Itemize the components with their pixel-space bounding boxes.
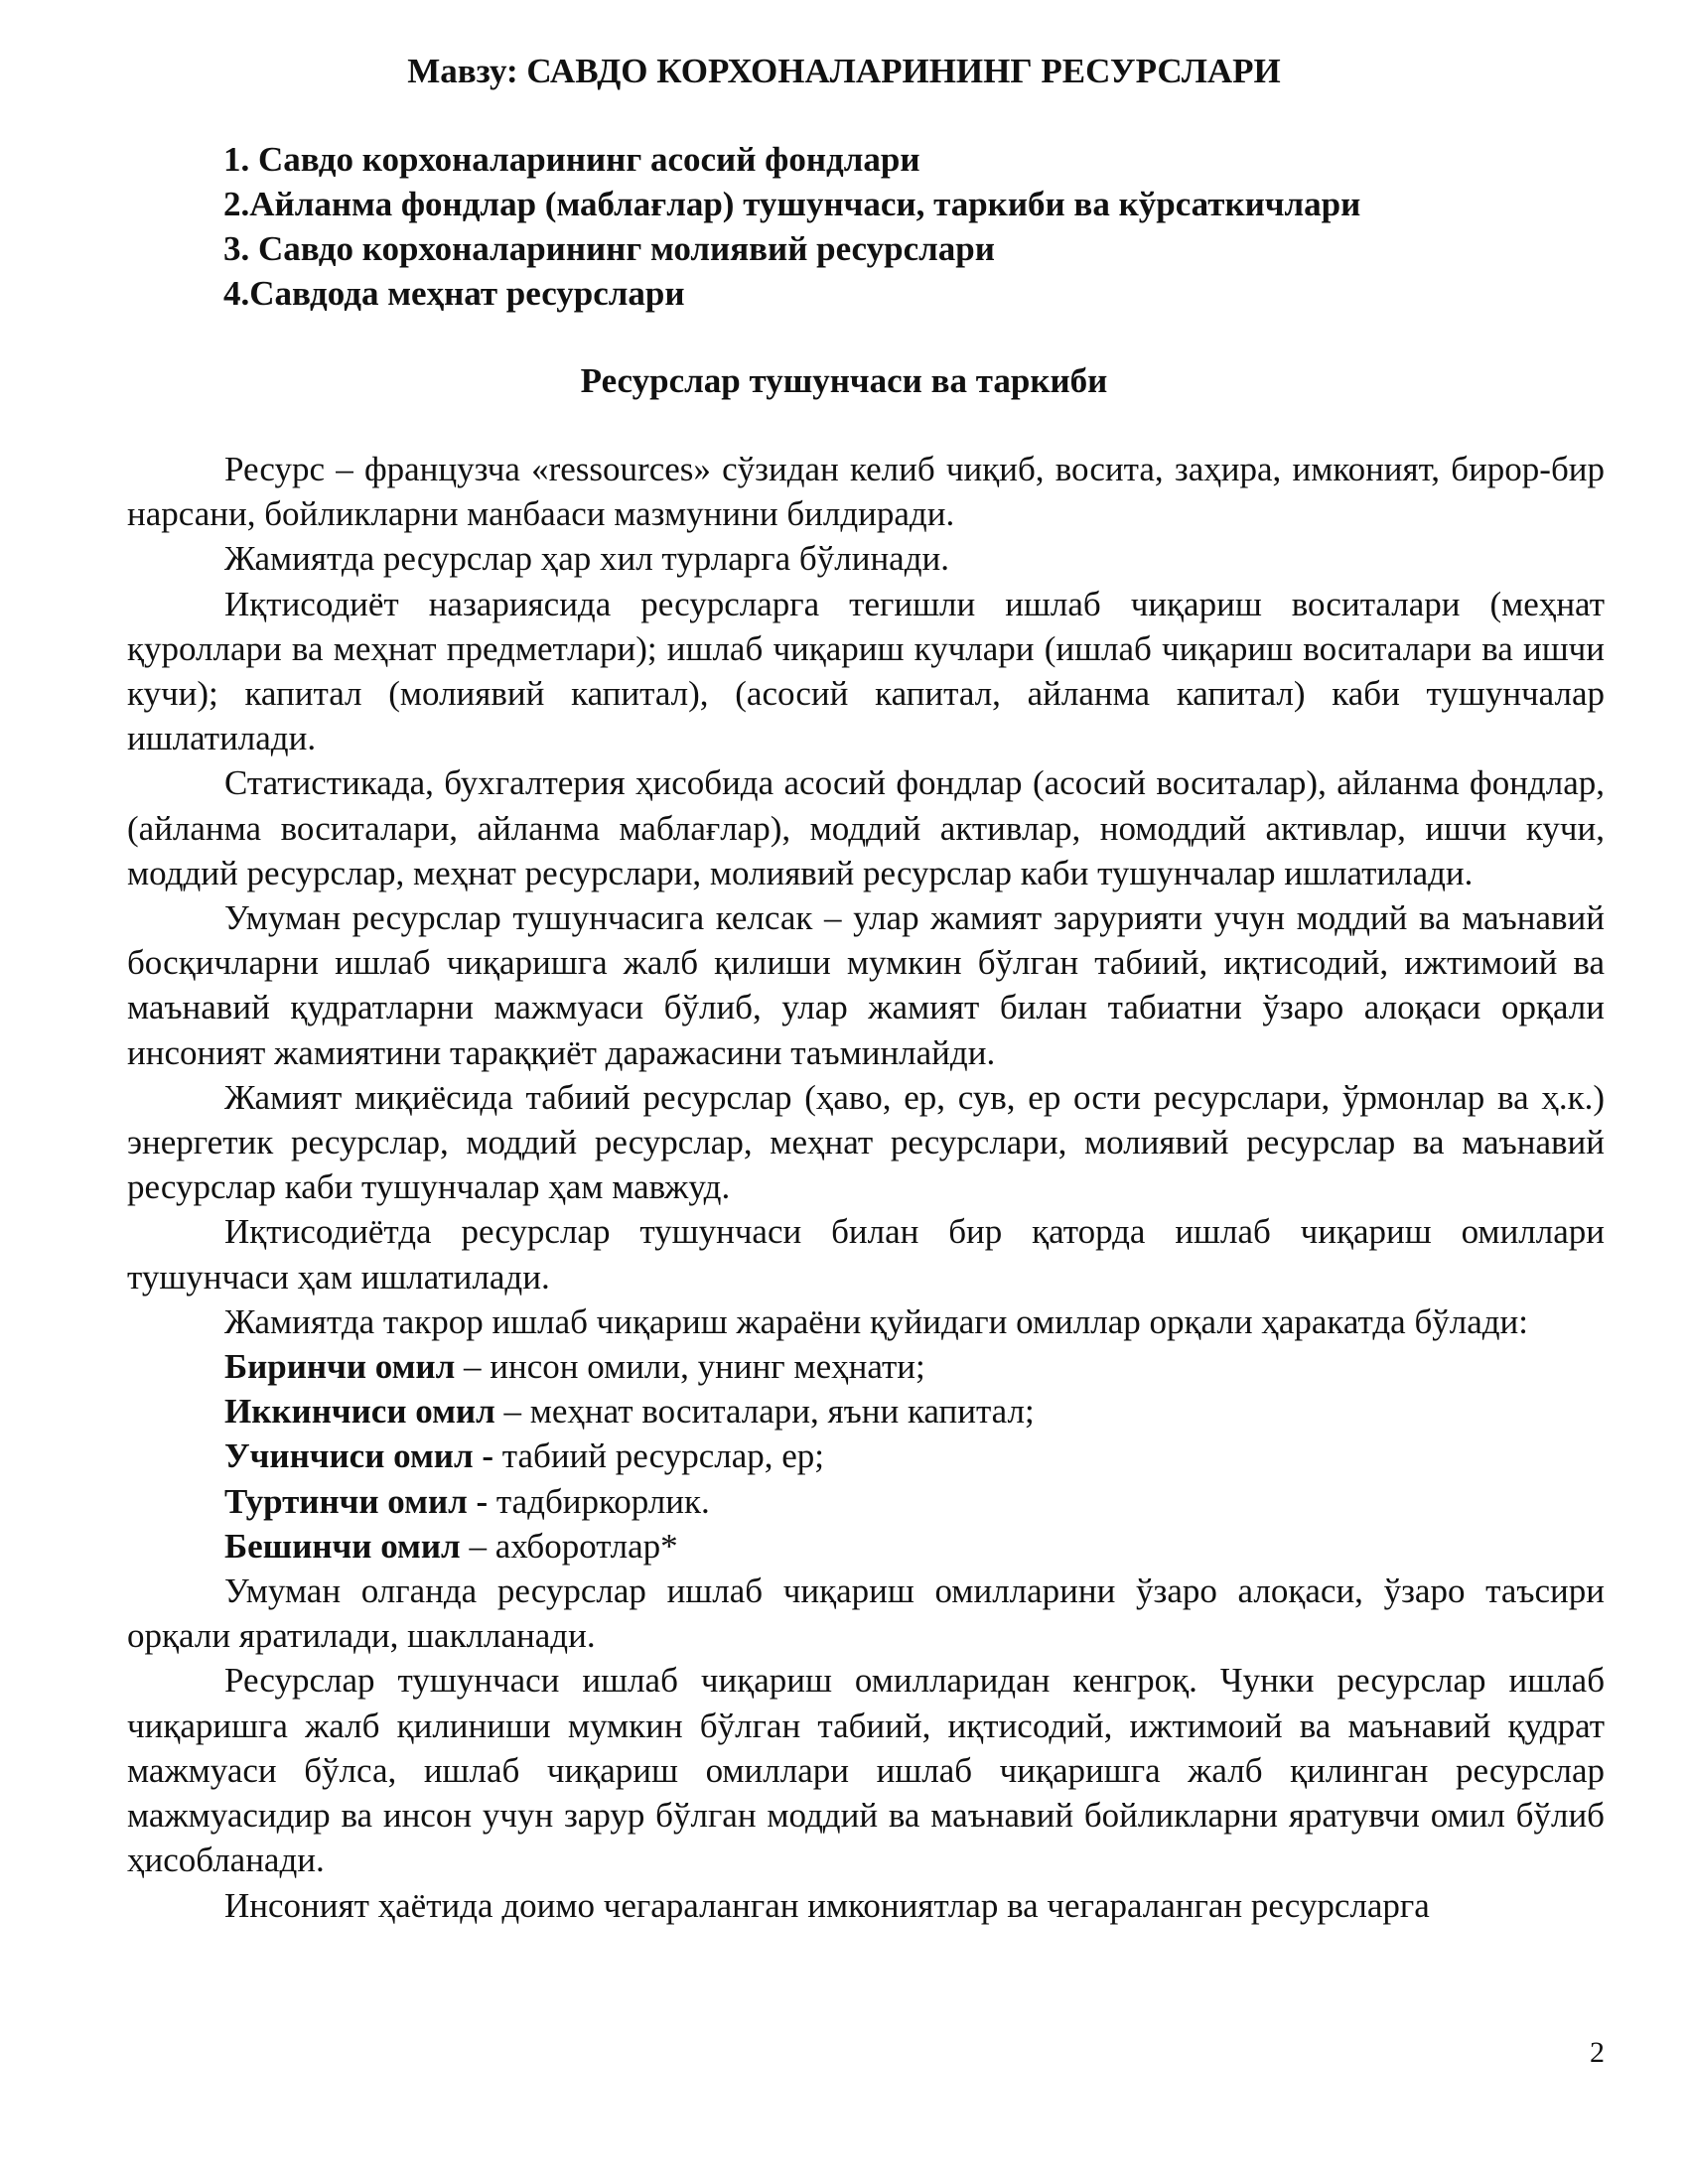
paragraph: Ресурс – французча «ressources» сўзидан келиб чиқиб, восита, заҳира, имконият, бирор-бир нарсани, бойликларни манбааси мазмунини билдиради. — [127, 450, 1605, 534]
factor-item — [127, 1479, 1605, 1524]
factor-text: табиий ресурслар, ер; — [501, 1436, 825, 1476]
page-number: 2 — [1590, 2036, 1605, 2069]
topic-outline — [223, 137, 1614, 316]
factor-item — [127, 1389, 1605, 1433]
factor-label: Учинчиси омил - — [224, 1436, 493, 1476]
factor-label: Туртинчи омил - — [224, 1481, 489, 1521]
section-heading: Ресурслар тушунчаси ва таркиби — [580, 361, 1108, 400]
paragraph: Ресурслар тушунчаси ишлаб чиқариш омилларидан кенгроқ. Чунки ресурслар ишлаб чиқаришга жалб қилиниши мумкин бўлган табиий, иқтисодий, ижтимоий ва маънавий қудрат мажмуаси бўлса, ишлаб чиқариш омиллари ишлаб чиқаришга жалб қилинган ресурслар мажмуасидир ва инсон учун зарур бўлган моддий ва маънавий бойликларни яратувчи омил бўлиб ҳисобланади. — [127, 1661, 1605, 1880]
paragraph: Иқтисодиёт назариясида ресурсларга тегишли ишлаб чиқариш воситалари (меҳнат қуроллари ва меҳнат предметлари); ишлаб чиқариш кучлари (ишлаб чиқариш воситалари ва ишчи кучи); капитал (молиявий капитал), (асосий капитал, айланма капитал) каби тушунчалар ишлатилади. — [127, 584, 1605, 758]
outline-item: 3. Савдо корхоналарининг молиявий ресурслари — [223, 229, 995, 268]
factor-label: Бешинчи омил — [224, 1526, 461, 1566]
factor-label: Биринчи омил — [224, 1347, 456, 1387]
paragraph: Умуман ресурслар тушунчасига келсак – улар жамият зарурияти учун моддий ва маънавий босқичларни ишлаб чиқаришга жалб қилиши мумкин бўлган табиий, иқтисодий, ижтимоий ва маънавий қудратларни мажмуаси бўлиб, улар жамият билан табиатни ўзаро алоқаси орқали инсоният жамиятини тараққиёт даражасини таъминлайди. — [127, 898, 1605, 1072]
factor-text: – инсон омили, унинг меҳнати; — [463, 1347, 925, 1387]
body-text — [127, 447, 1605, 1928]
factor-item — [127, 1524, 1605, 1569]
outline-item: 4.Савдода меҳнат ресурслари — [223, 274, 685, 313]
paragraph: Инсоният ҳаётида доимо чегараланган имкониятлар ва чегараланган ресурсларга — [224, 1885, 1430, 1925]
factor-label: Иккинчиси омил — [224, 1392, 495, 1432]
paragraph: Умуман олганда ресурслар ишлаб чиқариш омилларини ўзаро алоқаси, ўзаро таъсири орқали яратилади, шаклланади. — [127, 1571, 1605, 1656]
outline-item: 1. Савдо корхоналарининг асосий фондлари — [223, 140, 920, 179]
paragraph: Жамиятда ресурслар ҳар хил турларга бўлинади. — [224, 539, 949, 579]
paragraph: Статистикада, бухгалтерия ҳисобида асосий фондлар (асосий воситалар), айланма фондлар, (айланма воситалари, айланма маблағлар), моддий активлар, номоддий активлар, ишчи кучи, моддий ресурслар, меҳнат ресурслари, молиявий ресурслар каби тушунчалар ишлатилади. — [127, 763, 1605, 892]
page-title: Мавзу: САВДО КОРХОНАЛАРИНИНГ РЕСУРСЛАРИ — [407, 52, 1281, 90]
paragraph: Жамият миқиёсида табиий ресурслар (ҳаво, ер, сув, ер ости ресурслари, ўрмонлар ва ҳ.к.) энергетик ресурслар, моддий ресурслар, меҳнат ресурслари, молиявий ресурслар ва маънавий ресурслар каби тушунчалар ҳам мавжуд. — [127, 1077, 1605, 1207]
paragraph: Жамиятда такрор ишлаб чиқариш жараёни қуйидаги омиллар орқали ҳаракатда бўлади: — [224, 1301, 1529, 1341]
factor-item — [127, 1344, 1605, 1389]
paragraph: Иқтисодиётда ресурслар тушунчаси билан бир қаторда ишлаб чиқариш омиллари тушунчаси ҳам ишлатилади. — [127, 1212, 1605, 1297]
factor-text: – меҳнат воситалари, яъни капитал; — [503, 1392, 1035, 1432]
factor-item — [127, 1433, 1605, 1478]
outline-item: 2.Айланма фондлар (маблағлар) тушунчаси, таркиби ва кўрсаткичлари — [223, 185, 1361, 223]
factor-text: – ахборотлар* — [469, 1526, 678, 1566]
factor-text: тадбиркорлик. — [495, 1481, 710, 1521]
